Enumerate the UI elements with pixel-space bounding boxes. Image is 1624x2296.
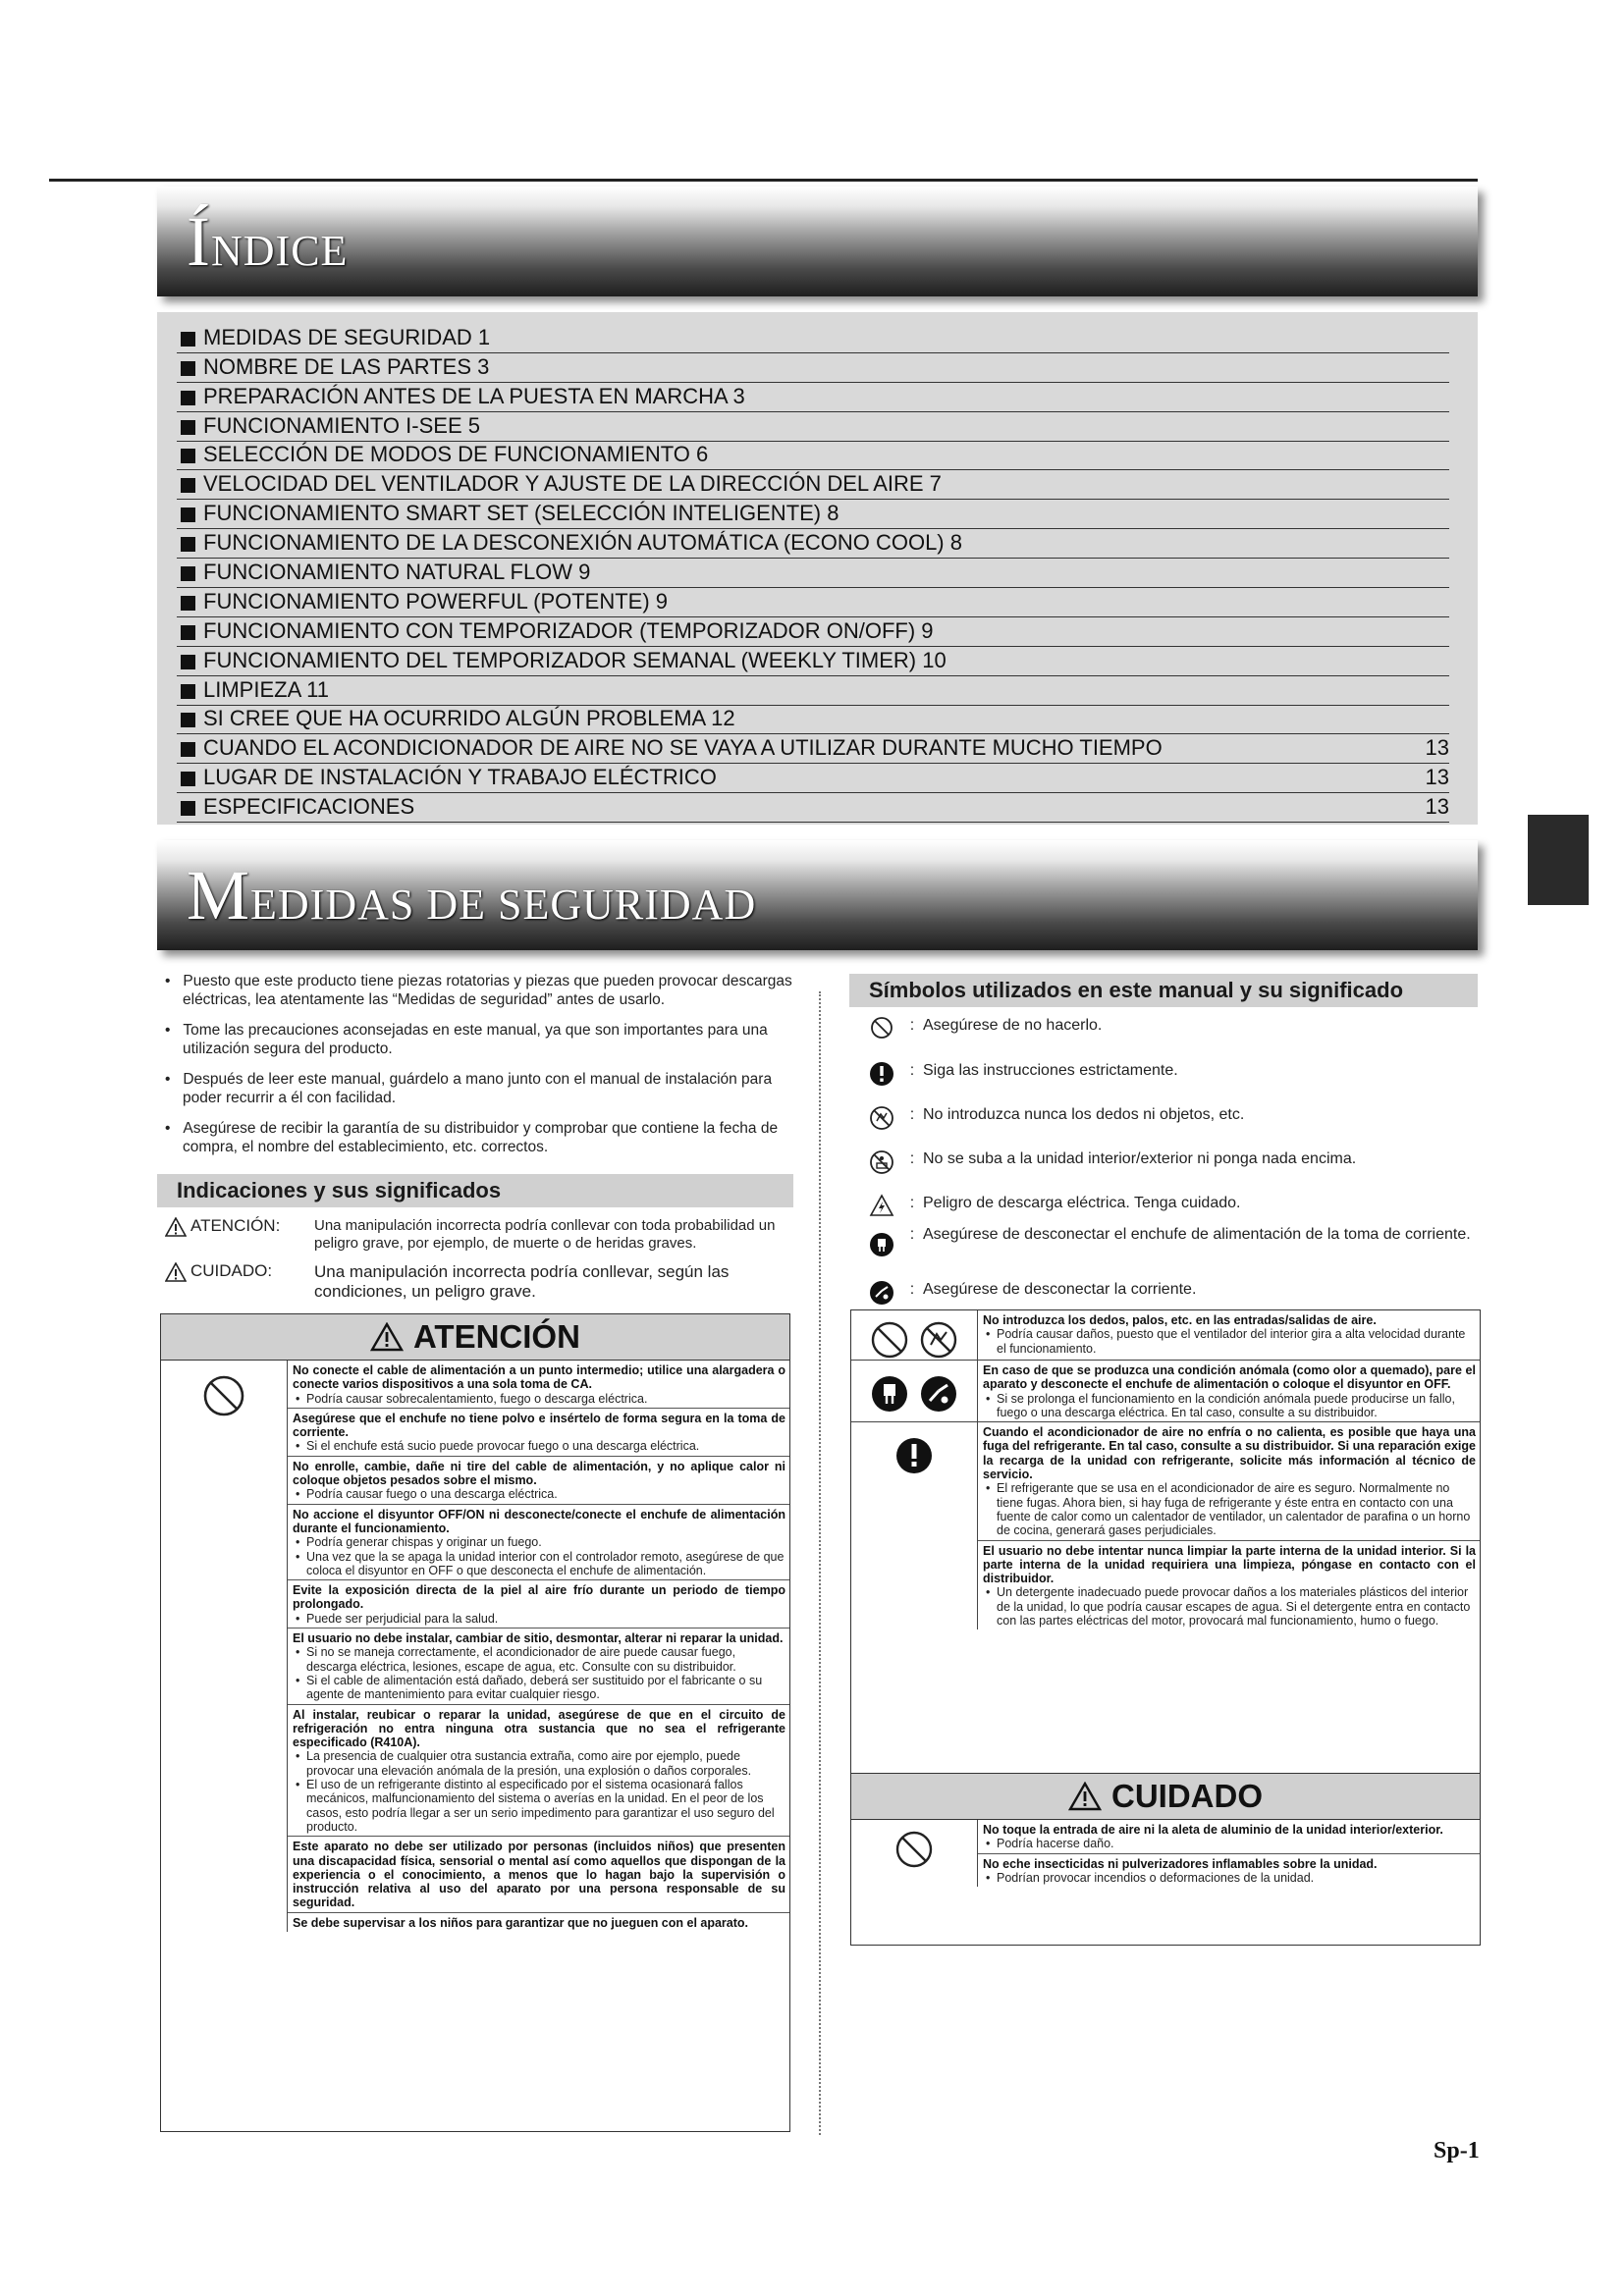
toc-entry — [177, 617, 1449, 647]
toc-entry-label: FUNCIONAMIENTO SMART SET (SELECCIÓN INTELIGENTE) 8 — [203, 501, 839, 526]
index-banner — [157, 187, 1478, 296]
toc-entry-label: LIMPIEZA 11 — [203, 676, 329, 702]
toc-entry — [177, 470, 1449, 500]
toc-list — [177, 324, 1449, 823]
warning-item — [288, 1505, 789, 1580]
warning-item-bullet: • Podría causar sobrecalentamiento, fuego o descarga eléctrica. — [293, 1392, 785, 1406]
toc-entry — [177, 383, 1449, 412]
toc-entry-label: SI CREE QUE HA OCURRIDO ALGÚN PROBLEMA 12 — [203, 706, 735, 731]
bullet-square-icon — [181, 566, 195, 581]
toc-entry-page — [1410, 614, 1449, 616]
right-items-c — [978, 1422, 1480, 1629]
toc-entry-page: 13 — [1425, 794, 1449, 820]
warning-item — [978, 1854, 1480, 1888]
bullet-square-icon — [181, 801, 195, 816]
warning-item — [288, 1913, 789, 1932]
warning-item-title: No accione el disyuntor OFF/ON ni desconecte/conecte el enchufe de alimentación durante el funcionamiento. — [293, 1507, 785, 1535]
warning-triangle-icon — [165, 1262, 187, 1282]
prohibited-icon — [870, 1016, 893, 1040]
warning-item — [978, 1820, 1480, 1854]
warning-item-title: No conecte el cable de alimentación a un punto intermedio; utilice una alargadera o conecte varios dispositivos a una sola toma de CA. — [293, 1363, 785, 1392]
warning-item — [978, 1541, 1480, 1630]
symbol-row: : Asegúrese de desconectar la corriente. — [862, 1279, 1481, 1306]
prohibited-icon — [202, 1374, 245, 1417]
warning-item-bullet: • Un detergente inadecuado puede provocar daños a los materiales plásticos del interior de la unidad, lo que podría causar escapes de agua. Si el detergente entra en contacto con las partes eléctricas del motor, provocará mal funcionamiento, humo o fuego. — [983, 1585, 1476, 1628]
toc-entry-label: PREPARACIÓN ANTES DE LA PUESTA EN MARCHA 3 — [203, 383, 745, 408]
toc-entry — [177, 412, 1449, 442]
warning-item-title: No toque la entrada de aire ni la aleta de aluminio de la unidad interior/exterior. — [983, 1823, 1443, 1837]
warning-item — [288, 1457, 789, 1505]
toc-entry — [177, 442, 1449, 471]
cuidado-box — [850, 1773, 1481, 1946]
toc-entry-label: FUNCIONAMIENTO I-SEE 5 — [203, 412, 480, 438]
prohibited-icon — [870, 1320, 909, 1360]
warning-item — [288, 1580, 789, 1629]
table-of-contents — [157, 312, 1478, 825]
symbol-row: : Asegúrese de no hacerlo. — [862, 1015, 1481, 1040]
toc-entry-page — [1410, 731, 1449, 733]
atencion-header: ATENCIÓN — [161, 1314, 789, 1361]
warning-triangle-icon — [1068, 1782, 1102, 1811]
intro-item: • Asegúrese de recibir la garantía de su distribuidor y comprobar que contiene la fecha de compra, el nombre del establecimiento, etc. correctos. — [165, 1120, 779, 1155]
bullet-square-icon — [181, 420, 195, 435]
symbol-row: : Peligro de descarga eléctrica. Tenga cuidado. — [862, 1193, 1481, 1217]
prohibited-icon — [894, 1830, 934, 1869]
warning-item-title: Este aparato no debe ser utilizado por personas (incluidos niños) que presenten una discapacidad física, sensorial o mental así como aquellos que dispongan de la experiencia o el conocimiento, a menos que lo hagan bajo la supervisión o instrucción relativa al uso del aparato por una persona responsable de su seguridad. — [293, 1840, 785, 1910]
toc-entry-page — [1410, 556, 1449, 558]
toc-entry-label: FUNCIONAMIENTO POWERFUL (POTENTE) 9 — [203, 588, 669, 614]
toc-entry-label: NOMBRE DE LAS PARTES 3 — [203, 353, 490, 379]
toc-entry — [177, 706, 1449, 735]
top-rule — [49, 179, 1478, 182]
bullet-square-icon — [181, 684, 195, 699]
warning-item — [288, 1837, 789, 1912]
warning-item-title: No enrolle, cambie, dañe ni tire del cable de alimentación, y no aplique calor ni coloque objetos pesados sobre el mismo. — [293, 1459, 785, 1488]
column-divider — [819, 991, 821, 2135]
toc-entry-page — [1410, 380, 1449, 382]
atencion-box — [160, 1313, 790, 2132]
toc-entry — [177, 559, 1449, 588]
bullet-square-icon — [181, 391, 195, 405]
toc-entry-page — [1410, 350, 1449, 352]
warning-item — [288, 1409, 789, 1457]
toc-entry-label: FUNCIONAMIENTO DE LA DESCONEXIÓN AUTOMÁTICA (ECONO COOL) 8 — [203, 530, 962, 556]
toc-entry-page: 13 — [1425, 735, 1449, 761]
bullet-square-icon — [181, 361, 195, 376]
toc-entry-page — [1410, 409, 1449, 411]
toc-entry-label: FUNCIONAMIENTO DEL TEMPORIZADOR SEMANAL (WEEKLY TIMER) 10 — [203, 647, 947, 672]
indicaciones-heading: Indicaciones y sus significados — [157, 1174, 793, 1207]
toc-entry-page — [1410, 703, 1449, 705]
toc-entry-page — [1410, 497, 1449, 499]
warning-triangle-icon — [165, 1217, 187, 1237]
right-items-b — [978, 1361, 1480, 1421]
warning-item-bullet: • Podrían provocar incendios o deformaciones de la unidad. — [983, 1871, 1476, 1885]
symbol-row: : Asegúrese de desconectar el enchufe de alimentación de la toma de corriente. — [862, 1224, 1481, 1257]
warning-item-title: No eche insecticidas ni pulverizadores inflamables sobre la unidad. — [983, 1856, 1378, 1871]
warning-item-bullet: • Si se prolonga el funcionamiento en la condición anómala puede producirse un fallo, fuego o una descarga eléctrica. En tal caso, consulte a su distribuidor. — [983, 1392, 1476, 1420]
warning-item — [288, 1705, 789, 1838]
warning-item-title: Cuando el acondicionador de aire no enfría o no calienta, es posible que haya una fuga del refrigerante. En tal caso, consulte a su distribuidor. Si una reparación exige la recarga de la unidad con refrigerante, solicite más información al técnico de servicio. — [983, 1425, 1476, 1482]
toc-entry-label: MEDIDAS DE SEGURIDAD 1 — [203, 324, 491, 349]
warning-item-bullet: • Una vez que la se apaga la unidad interior con el controlador remoto, asegúrese de que coloca el disyuntor en OFF o que desconecta el enchufe de alimentación. — [293, 1550, 785, 1578]
warning-item-title: El usuario no debe instalar, cambiar de sitio, desmontar, alterar ni reparar la unidad. — [293, 1631, 784, 1646]
toc-entry-page — [1410, 673, 1449, 675]
warning-item-title: Se debe supervisar a los niños para garantizar que no jueguen con el aparato. — [293, 1915, 749, 1930]
disconnect-power-icon — [919, 1374, 958, 1414]
intro-item: • Después de leer este manual, guárdelo a mano junto con el manual de instalación para poder recurrir a él con facilidad. — [165, 1071, 773, 1106]
warning-item-bullet: • Si no se maneja correctamente, el acondicionador de aire puede causar fuego, descarga eléctrica, lesiones, escape de agua, etc. Consulte con su distribuidor. — [293, 1645, 785, 1674]
no-fingers-icon — [869, 1105, 894, 1131]
disconnect-power-icon — [869, 1280, 894, 1306]
bullet-square-icon — [181, 625, 195, 640]
bullet-square-icon — [181, 449, 195, 463]
warning-item-bullet: • Podría causar daños, puesto que el ventilador del interior gira a alta velocidad durante el funcionamiento. — [983, 1327, 1476, 1356]
symbol-row: : Siga las instrucciones estrictamente. — [862, 1060, 1481, 1087]
right-items-a — [978, 1310, 1480, 1360]
toc-entry-label: FUNCIONAMIENTO CON TEMPORIZADOR (TEMPORIZADOR ON/OFF) 9 — [203, 617, 934, 643]
bullet-square-icon — [181, 507, 195, 522]
warning-item-bullet: • Podría causar fuego o una descarga eléctrica. — [293, 1487, 785, 1501]
unplug-icon — [870, 1374, 909, 1414]
safety-banner — [157, 840, 1478, 950]
bullet-square-icon — [181, 332, 195, 347]
warning-item-title: Asegúrese que el enchufe no tiene polvo e insértelo de forma segura en la toma de corriente. — [293, 1411, 785, 1440]
warning-item — [978, 1422, 1480, 1540]
intro-list — [165, 972, 793, 1168]
index-title: ÍNDICE — [187, 202, 349, 281]
section-tab — [1528, 815, 1589, 905]
warning-item — [978, 1361, 1480, 1421]
bullet-square-icon — [181, 537, 195, 552]
toc-entry — [177, 647, 1449, 676]
toc-entry — [177, 793, 1449, 823]
toc-entry-page — [1410, 526, 1449, 528]
toc-entry — [177, 734, 1449, 764]
warning-item-bullet: • El uso de un refrigerante distinto al especificado por el sistema ocasionará fallos mecánicos, malfuncionamiento del sistema o averías en la unidad. En el peor de los casos, esto podría llegar a ser un serio impedimento para garantizar el uso seguro del producto. — [293, 1778, 785, 1834]
toc-entry-label: VELOCIDAD DEL VENTILADOR Y AJUSTE DE LA DIRECCIÓN DEL AIRE 7 — [203, 471, 942, 497]
bullet-square-icon — [181, 478, 195, 493]
warning-item-bullet: • Podría generar chispas y originar un fuego. — [293, 1535, 785, 1549]
bullet-square-icon — [181, 713, 195, 727]
toc-entry — [177, 764, 1449, 793]
toc-entry-label: SELECCIÓN DE MODOS DE FUNCIONAMIENTO 6 — [203, 442, 709, 467]
warning-item-bullet: • Podría hacerse daño. — [983, 1837, 1476, 1850]
no-fingers-icon — [919, 1320, 958, 1360]
warning-item-title: Al instalar, reubicar o reparar la unidad, asegúrese de que en el circuito de refrigeración no entra ninguna otra sustancia que no sea el refrigerante especificado (R410A). — [293, 1707, 785, 1750]
warning-item-title: Evite la exposición directa de la piel al aire frío durante un periodo de tiempo prolongado. — [293, 1583, 785, 1612]
page-number: Sp-1 — [1434, 2138, 1480, 2163]
toc-entry — [177, 324, 1449, 353]
cuidado-definition: CUIDADO: Una manipulación incorrecta podría conllevar, según las condiciones, un peligro grave. — [165, 1262, 793, 1302]
toc-entry — [177, 676, 1449, 706]
toc-entry-label: CUANDO EL ACONDICIONADOR DE AIRE NO SE VAYA A UTILIZAR DURANTE MUCHO TIEMPO — [203, 735, 1163, 761]
warning-item-bullet: • Puede ser perjudicial para la salud. — [293, 1612, 785, 1626]
warning-item-bullet: • El refrigerante que se usa en el acondicionador de aire es seguro. Normalmente no tiene fugas. Ahora bien, si hay fuga de refrigerante y éste entra en contacto con una fuente de calor como un calentador de ventilador, un calentador de parafina o un horno de cocina, generará gases perjudiciales. — [983, 1481, 1476, 1537]
warning-item-bullet: • Si el cable de alimentación está dañado, deberá ser sustituido por el fabricante o su agente de mantenimiento para evitar cualquier riesgo. — [293, 1674, 785, 1702]
warning-item-bullet: • La presencia de cualquier otra sustancia extraña, como aire por ejemplo, puede provocar una elevación anómala de la presión, una explosión o daños corporales. — [293, 1749, 785, 1778]
mandatory-icon — [894, 1436, 934, 1475]
symbol-row: : No se suba a la unidad interior/exterior ni ponga nada encima. — [862, 1148, 1481, 1175]
bullet-square-icon — [181, 742, 195, 757]
electric-hazard-icon — [869, 1194, 894, 1217]
toc-entry-label: ESPECIFICACIONES — [203, 794, 415, 820]
atencion-items — [288, 1361, 789, 1932]
atencion-definition: ATENCIÓN: Una manipulación incorrecta podría conllevar con toda probabilidad un peligro grave, por ejemplo, de muerte o de heridas graves. — [165, 1217, 793, 1253]
warning-item-bullet: • Si el enchufe está sucio puede provocar fuego o una descarga eléctrica. — [293, 1439, 785, 1453]
cuidado-header: CUIDADO — [851, 1774, 1480, 1820]
toc-entry-page: 13 — [1425, 765, 1449, 790]
warning-triangle-icon — [370, 1322, 404, 1352]
unplug-icon — [869, 1232, 894, 1257]
bullet-square-icon — [181, 596, 195, 611]
toc-entry-page — [1410, 467, 1449, 469]
toc-entry-page — [1410, 644, 1449, 646]
warning-item-title: No introduzca los dedos, palos, etc. en las entradas/salidas de aire. — [983, 1313, 1377, 1327]
toc-entry-label: LUGAR DE INSTALACIÓN Y TRABAJO ELÉCTRICO — [203, 765, 717, 790]
safety-title: MEDIDAS DE SEGURIDAD — [187, 856, 757, 934]
toc-entry-page — [1410, 585, 1449, 587]
bullet-square-icon — [181, 655, 195, 669]
warning-item — [978, 1310, 1480, 1358]
intro-item: • Tome las precauciones aconsejadas en este manual, ya que son importantes para una utilización segura del producto. — [165, 1022, 768, 1057]
cuidado-items — [978, 1820, 1480, 1887]
warning-item-title: En caso de que se produzca una condición anómala (como olor a quemado), pare el aparato y desconecte el enchufe de alimentación o coloque el disyuntor en OFF. — [983, 1363, 1476, 1392]
no-step-icon — [869, 1149, 894, 1175]
toc-entry — [177, 529, 1449, 559]
toc-entry — [177, 353, 1449, 383]
symbols-heading: Símbolos utilizados en este manual y su significado — [849, 974, 1478, 1007]
warning-item-title: El usuario no debe intentar nunca limpiar la parte interna de la unidad interior. Si la parte interna de la unidad requiriera una limpieza, póngase en contacto con el distribuidor. — [983, 1543, 1476, 1586]
bullet-square-icon — [181, 772, 195, 786]
warning-item — [288, 1361, 789, 1409]
intro-item: • Puesto que este producto tiene piezas rotatorias y piezas que pueden provocar descargas eléctricas, lea atentamente las “Medidas de seguridad” antes de usarlo. — [165, 973, 792, 1008]
toc-entry — [177, 500, 1449, 529]
toc-entry — [177, 588, 1449, 617]
symbol-row: : No introduzca nunca los dedos ni objetos, etc. — [862, 1104, 1481, 1131]
warning-item — [288, 1629, 789, 1704]
toc-entry-page — [1410, 439, 1449, 441]
mandatory-icon — [869, 1061, 894, 1087]
toc-entry-label: FUNCIONAMIENTO NATURAL FLOW 9 — [203, 560, 591, 585]
